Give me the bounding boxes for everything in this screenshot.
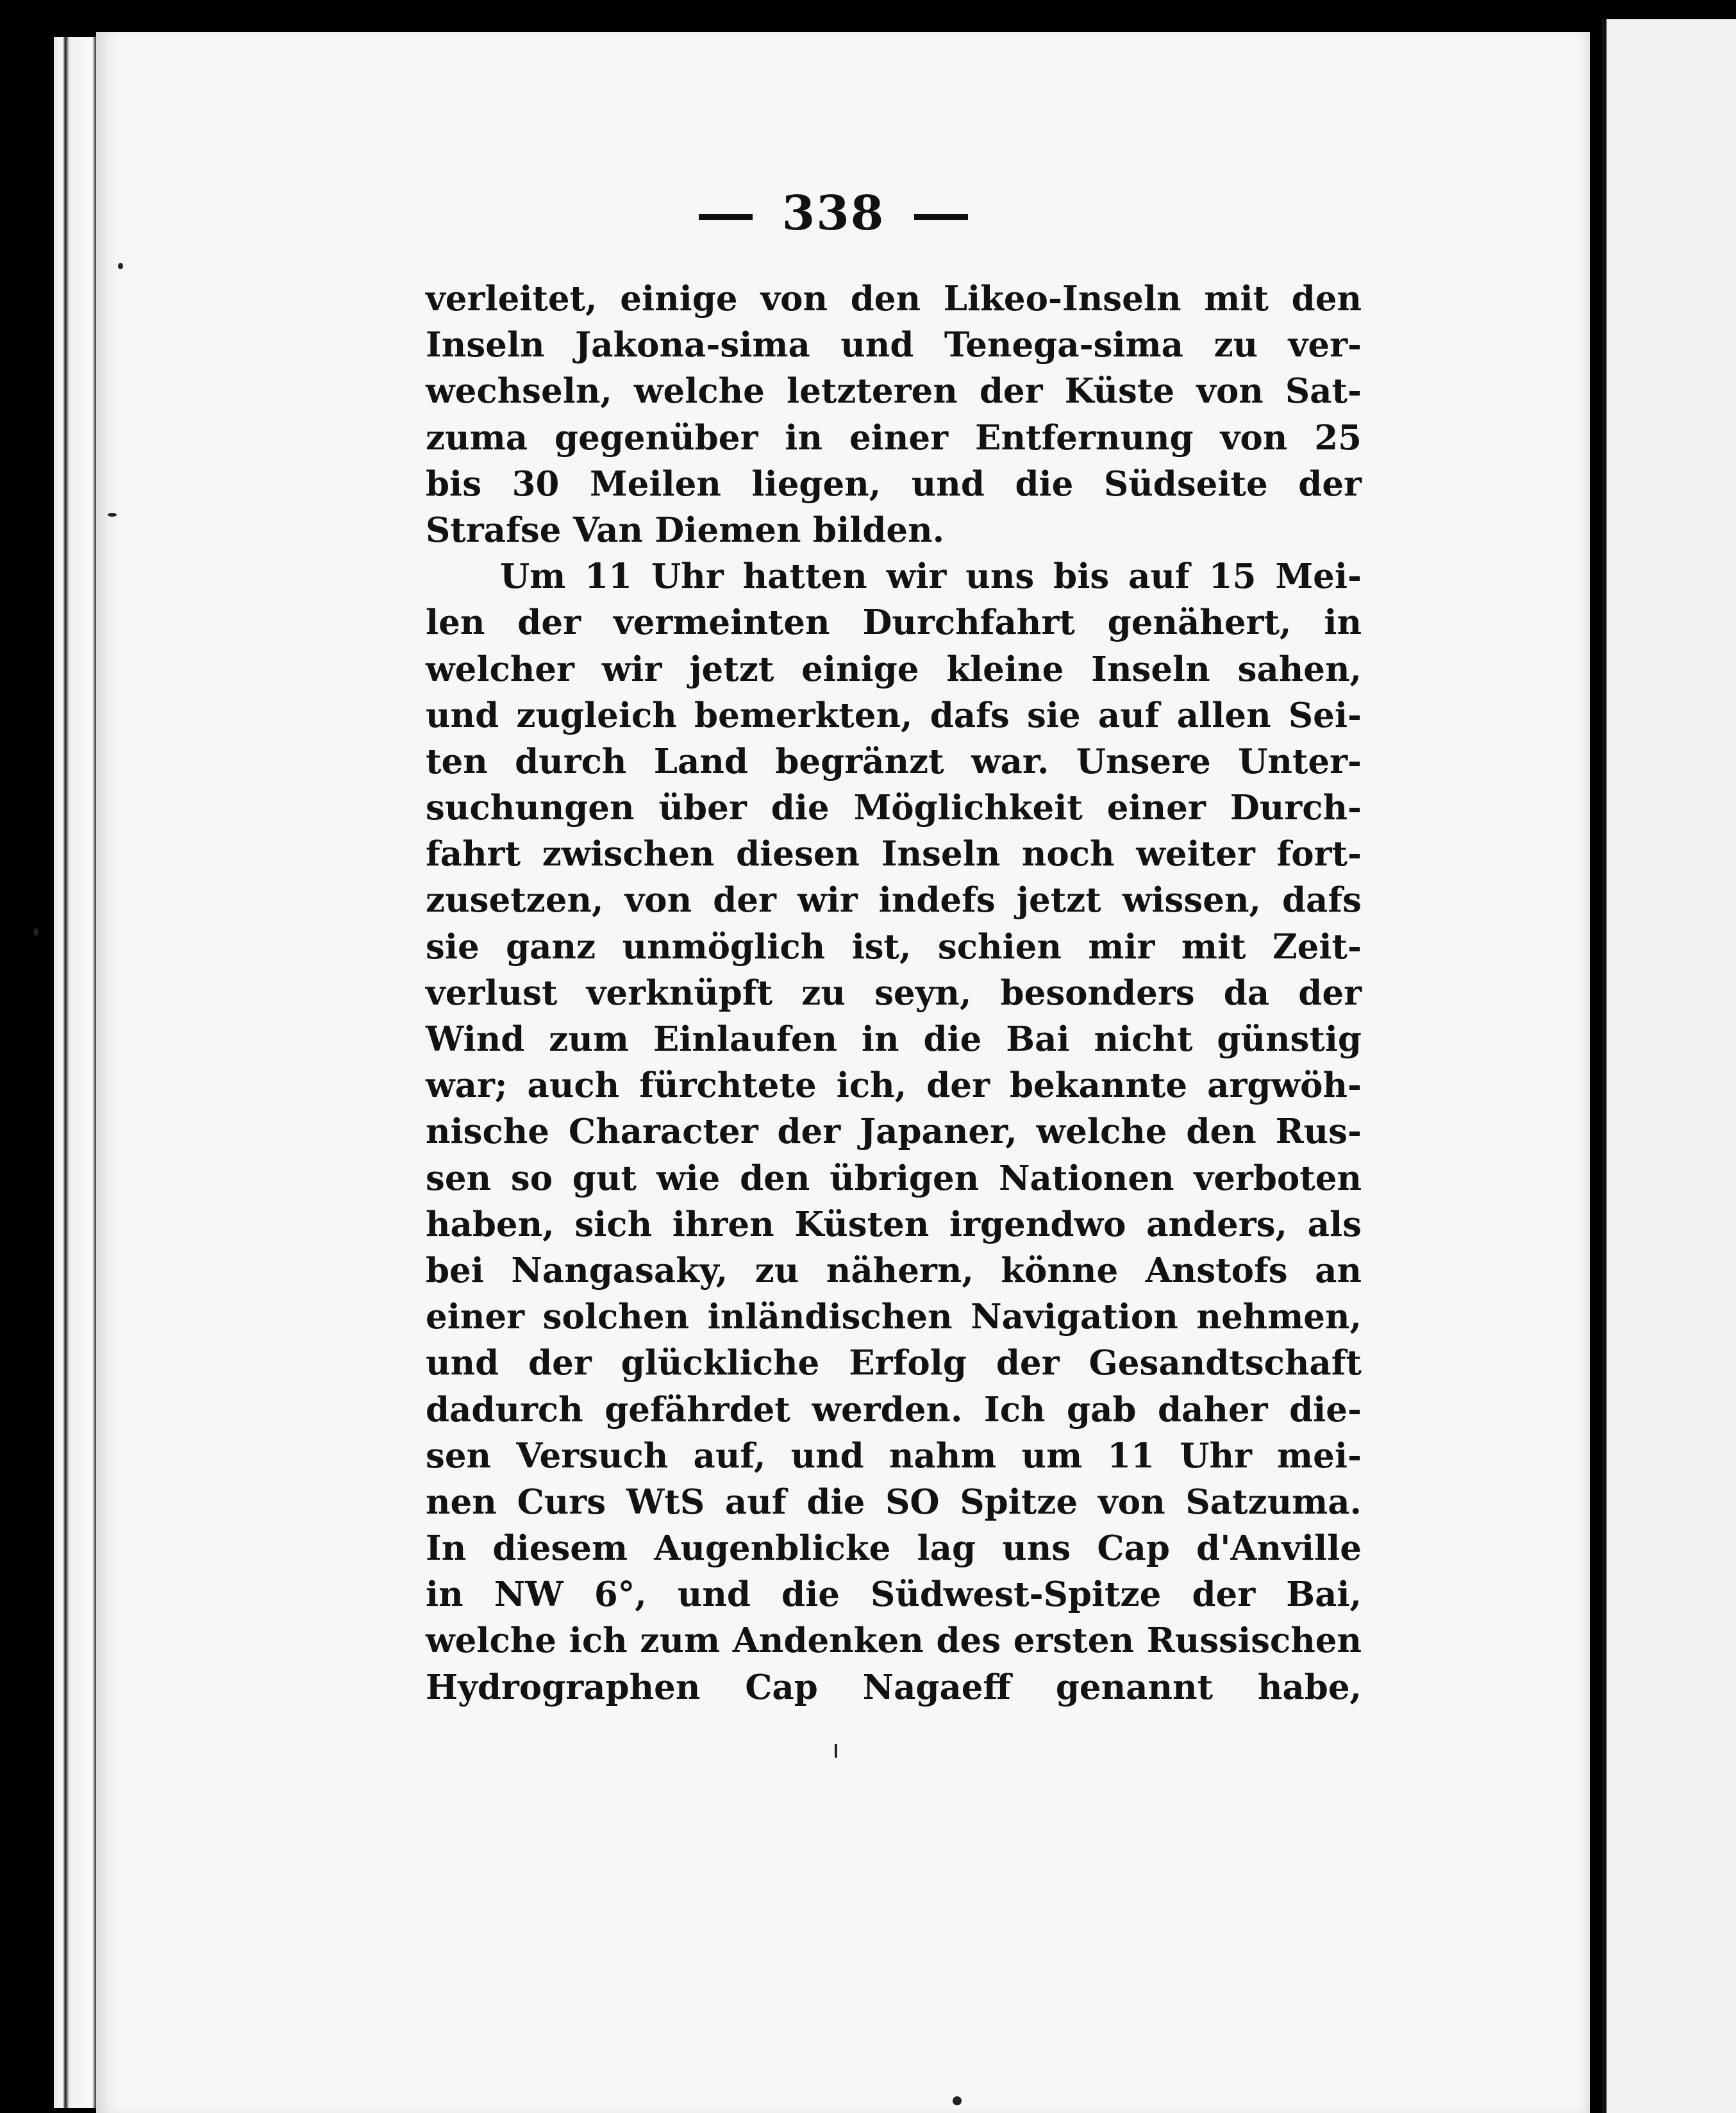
scan-speck: [835, 1744, 837, 1758]
text-line-paragraph-end: Strafse Van Diemen bilden.: [426, 510, 945, 550]
scan-speck: [33, 928, 38, 936]
text-line: fahrt zwischen diesen Inseln noch weiter fort-: [426, 834, 1362, 874]
text-line: verlust verknüpft zu seyn, besonders da der: [426, 973, 1362, 1013]
text-line: ten durch Land begränzt war. Unsere Unter-: [426, 741, 1362, 781]
text-line: Wind zum Einlaufen in die Bai nicht günstig: [426, 1019, 1362, 1059]
text-line: haben, sich ihren Küsten irgendwo anders, als: [426, 1204, 1362, 1244]
scan-speck: [108, 513, 117, 517]
text-line: dadurch gefährdet werden. Ich gab daher die-: [426, 1389, 1362, 1430]
text-line: suchungen über die Möglichkeit einer Durch-: [426, 788, 1362, 828]
text-line: welche ich zum Andenken des ersten Russischen: [426, 1621, 1362, 1661]
text-line: Hydrographen Cap Nagaeff genannt habe,: [426, 1667, 1362, 1707]
header-dash-right: [914, 214, 968, 220]
text-line: Inseln Jakona-sima und Tenega-sima zu ver-: [426, 325, 1362, 365]
text-line-paragraph-start: Um 11 Uhr hatten wir uns bis auf 15 Mei-: [500, 556, 1362, 597]
facing-page-edge: [1601, 19, 1736, 2113]
text-line: nische Character der Japaner, welche den Rus-: [426, 1112, 1362, 1152]
text-line: len der vermeinten Durchfahrt genähert, in: [426, 603, 1362, 643]
text-line: nen Curs WtS auf die SO Spitze von Satzuma.: [426, 1482, 1362, 1522]
text-line: und zugleich bemerkten, dafs sie auf allen Sei-: [426, 695, 1362, 735]
text-line: bis 30 Meilen liegen, und die Südseite der: [426, 464, 1362, 504]
body-text: [426, 276, 1362, 1710]
text-line: bei Nangasaky, zu nähern, könne Anstofs an: [426, 1250, 1362, 1290]
text-line: und der glückliche Erfolg der Gesandtschaft: [426, 1343, 1362, 1383]
text-line: war; auch fürchtete ich, der bekannte argwöh-: [426, 1065, 1362, 1106]
text-line: zusetzen, von der wir indefs jetzt wissen, dafs: [426, 880, 1362, 921]
scan-speck: [118, 263, 123, 269]
scan-speck: [953, 2096, 962, 2105]
text-line: In diesem Augenblicke lag uns Cap d'Anville: [426, 1528, 1362, 1569]
text-line: sen Versuch auf, und nahm um 11 Uhr mei-: [426, 1435, 1362, 1476]
text-line: welcher wir jetzt einige kleine Inseln sahen,: [426, 649, 1362, 689]
text-line: zuma gegenüber in einer Entfernung von 25: [426, 417, 1362, 458]
text-line: sen so gut wie den übrigen Nationen verboten: [426, 1158, 1362, 1198]
text-line: sie ganz unmöglich ist, schien mir mit Zeit-: [426, 926, 1362, 967]
page-number-header: [0, 186, 1667, 241]
text-line: verleitet, einige von den Likeo-Inseln mit den: [426, 279, 1362, 319]
text-line: einer solchen inländischen Navigation nehmen,: [426, 1297, 1362, 1337]
header-dash-left: [699, 214, 753, 220]
page-number: 338: [781, 186, 885, 241]
text-line: wechseln, welche letzteren der Küste von Sat-: [426, 371, 1362, 412]
text-line: in NW 6°, und die Südwest-Spitze der Bai,: [426, 1574, 1362, 1615]
